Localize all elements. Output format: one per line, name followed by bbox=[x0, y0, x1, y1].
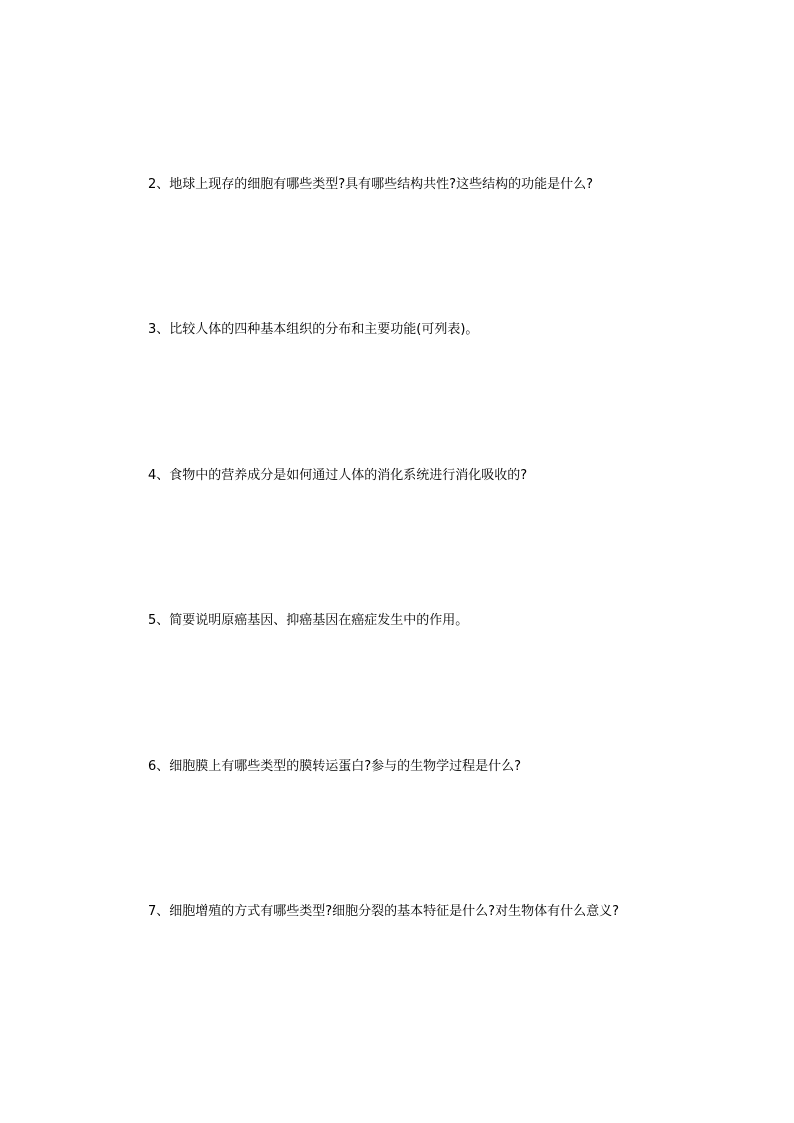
question-7: 7、细胞增殖的方式有哪些类型?细胞分裂的基本特征是什么?对生物体有什么意义? bbox=[148, 904, 619, 919]
question-3: 3、比较人体的四种基本组织的分布和主要功能(可列表)。 bbox=[148, 322, 479, 337]
question-4: 4、食物中的营养成分是如何通过人体的消化系统进行消化吸收的? bbox=[148, 468, 528, 483]
question-2: 2、地球上现存的细胞有哪些类型?具有哪些结构共性?这些结构的功能是什么? bbox=[148, 177, 593, 192]
question-6: 6、细胞膜上有哪些类型的膜转运蛋白?参与的生物学过程是什么? bbox=[148, 759, 522, 774]
question-5: 5、简要说明原癌基因、抑癌基因在癌症发生中的作用。 bbox=[148, 613, 469, 628]
